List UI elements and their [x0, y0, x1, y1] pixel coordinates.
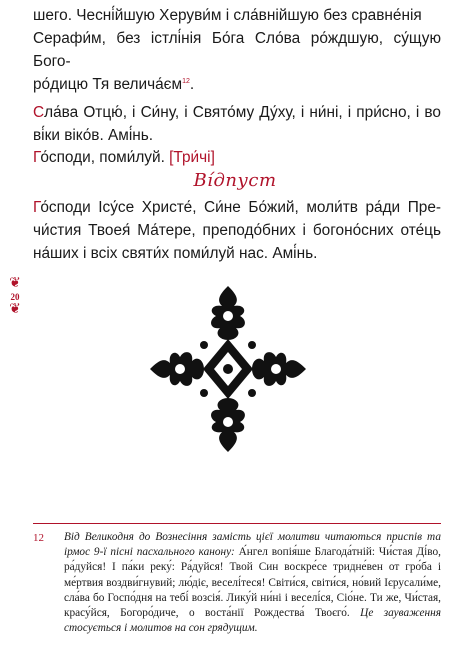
prayer-line: шего. Чесні́йшую Херуви́м і сла́внійшую без сравне́нія: [33, 7, 422, 24]
ornament-top-icon: ❦: [9, 276, 21, 291]
drop-initial: Г: [33, 199, 41, 216]
footnote-hymn: А́нгел вопія́ше Благода́тній: Чи́стая Ді́во, ра́дуйся! І па́ки реку́: Ра́дуйся! Твой Син воскре́се тридне́вен от гро́ба і ме́ртвия воздви́гнувий; лю́діє, веселі́теся! Світи́ся, світи́ся, но́вий Ієрусали́ме, сла́ва бо Госпо́дня на тебі́ возсія́. Лику́й ни́ні і веселі́ся, Сіо́не. Ти же, Чи́стая, красу́йся, Богоро́диче, о воста́нії Рождества́ Твоєго́.: [64, 546, 441, 620]
footnote-text: [64, 530, 441, 636]
prayer-line-end: .: [189, 76, 195, 93]
drop-initial: С: [33, 104, 45, 121]
dismissal-text: о́споди Ісу́се Христе́, Си́не Бо́жий, моли́тв ра́ди Пре-чи́стия Твоея́ Ма́тере, преподо́бних і богоно́сних оте́ць на́ших і всіх святи́х поми́луй нас. Амі́нь.: [33, 199, 441, 262]
ornament-bottom-icon: ❦: [9, 302, 21, 317]
drop-initial: Г: [33, 149, 41, 166]
page-number-marker: [4, 277, 26, 317]
rubric-thrice: [Три́чі]: [169, 149, 215, 166]
footnote-divider: [33, 523, 441, 524]
section-heading-dismissal: Ві́дпуст: [193, 170, 277, 191]
cross-ornament-icon: [148, 284, 308, 454]
doxology-text: ла́ва Отцю́, і Си́ну, і Свято́му Ду́ху, і ни́ні, і при́сно, і во ві́ки віко́в. Амі́нь.: [33, 104, 441, 144]
prayer-line: ро́дицю Тя велича́єм: [33, 76, 183, 93]
mercy-text: о́споди, поми́луй.: [40, 149, 170, 166]
dismissal-prayer: [33, 196, 441, 265]
footnote-reference[interactable]: 12: [182, 77, 190, 85]
prayer-paragraph-1: [33, 4, 441, 96]
footnote-instruction: Від Великодня до Вознесіння замість цієї молитви читаються приспів та ірмос 9-ї пісні пасхального канону:: [64, 531, 441, 559]
footnote-remark: Це зауваження стосується і молитов на сон грядущим.: [64, 607, 441, 635]
lord-have-mercy: [33, 146, 441, 169]
glory-doxology: [33, 101, 441, 147]
page-number: 20: [10, 292, 20, 302]
footnote-number: 12: [33, 532, 44, 544]
prayer-line: Серафи́м, без істлі́нія Бо́га Сло́ва ро́ждшую, су́щую Бого-: [33, 30, 441, 70]
